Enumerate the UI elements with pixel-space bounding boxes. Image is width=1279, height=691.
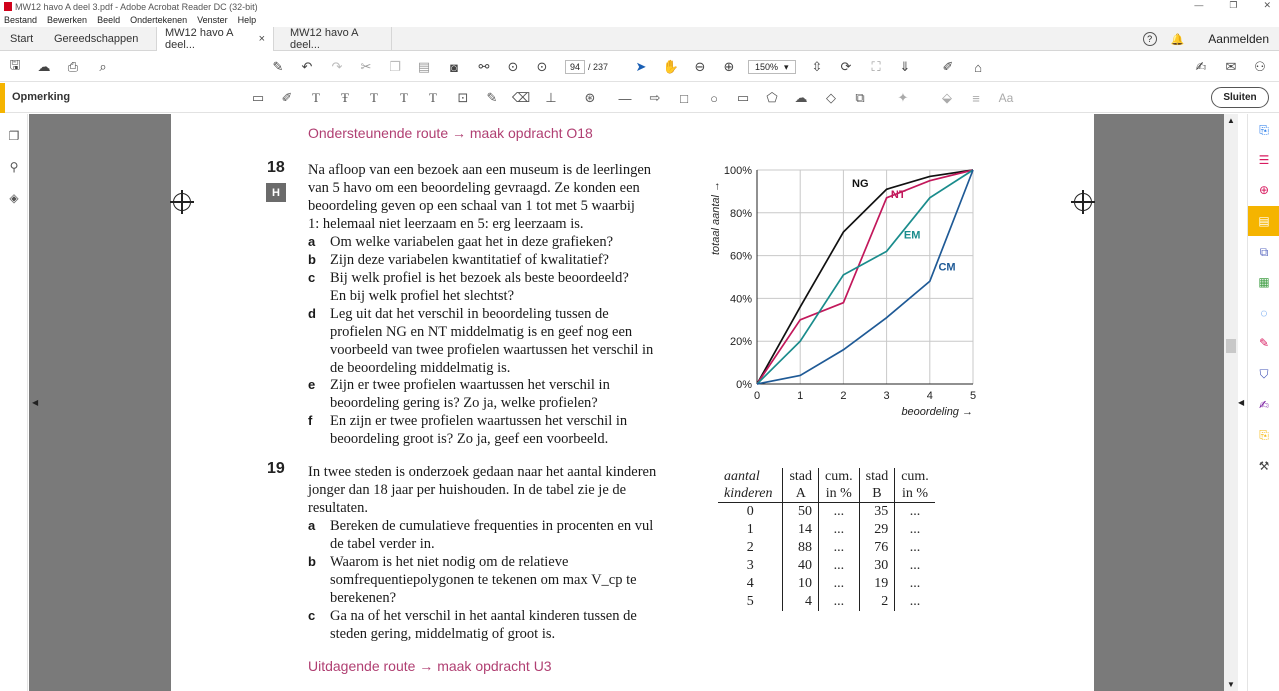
q18-item-f-letter: f: [308, 413, 313, 428]
export-pdf-icon[interactable]: ⎘: [1259, 122, 1269, 137]
x-axis-label: beoordeling →: [901, 406, 973, 418]
tab-start[interactable]: [2, 27, 41, 51]
scroll-down-icon[interactable]: ▼: [1227, 680, 1235, 689]
cell: 19: [859, 575, 895, 593]
highlight-text-icon[interactable]: ✐: [281, 90, 293, 105]
line-width-icon[interactable]: ≡: [972, 90, 980, 106]
minimize-button[interactable]: —: [1194, 0, 1204, 10]
add-text-icon[interactable]: T: [429, 90, 437, 105]
right-panel-toggle-icon[interactable]: ◀: [1238, 398, 1245, 407]
menu-item-beeld[interactable]: Beeld: [97, 15, 121, 25]
table-row: [718, 539, 935, 557]
header-cum-a-1: cum.: [825, 469, 853, 484]
window-title: MW12 havo A deel 3.pdf - Adobe Acrobat Reader DC (32-bit): [15, 1, 258, 12]
q18-item-c-text: Bij welk profiel is het bezoek als beste beoordeeld? En bij welk profiel het slechtst?: [330, 270, 629, 304]
rectangle-icon[interactable]: □: [680, 90, 688, 106]
q18-item-a-text: Om welke variabelen gaat het in deze grafieken?: [330, 234, 614, 250]
cell: ...: [819, 539, 860, 557]
table-row: [718, 593, 935, 611]
document-margin-left: [29, 114, 171, 691]
mail-icon[interactable]: ✉: [1225, 59, 1237, 74]
cell: ...: [895, 575, 935, 593]
header-aantal: aantal: [724, 469, 760, 484]
tab-document-2[interactable]: [282, 27, 392, 51]
arrow-icon[interactable]: ⇨: [649, 90, 661, 105]
header-cum-a-2: in %: [825, 486, 852, 501]
menu-item-bestand[interactable]: Bestand: [4, 15, 38, 25]
close-comment-button[interactable]: Sluiten: [1211, 87, 1269, 108]
right-tools-rail: [1247, 114, 1279, 691]
share-user-icon[interactable]: ⚇: [1254, 59, 1266, 74]
protect-shield-icon[interactable]: ⛉: [1259, 366, 1269, 381]
y-tick-label: 20%: [729, 336, 752, 349]
vertical-scrollbar[interactable]: [1224, 114, 1238, 691]
group-icon[interactable]: ⧉: [855, 90, 865, 105]
series-label-nt: NT: [890, 188, 906, 201]
menu-bar: [0, 13, 256, 27]
q19-item-a-letter: a: [308, 518, 316, 533]
cloud-icon[interactable]: ☁: [794, 90, 808, 105]
font-size-icon[interactable]: Aa: [998, 91, 1014, 105]
upload-cloud-icon[interactable]: ☁: [37, 59, 51, 74]
cell: ...: [895, 539, 935, 557]
combine-files-icon[interactable]: ⧉: [1259, 244, 1269, 259]
series-label-cm: CM: [938, 261, 956, 274]
more-tools-icon[interactable]: ⚒: [1258, 459, 1270, 473]
cell: ...: [819, 503, 860, 521]
cell: 4: [746, 575, 754, 591]
children-table: [718, 468, 935, 611]
fit-page-icon[interactable]: ⇳: [811, 59, 823, 74]
page-number-input[interactable]: 94: [565, 60, 585, 74]
polyline-icon[interactable]: ◇: [826, 90, 836, 105]
cell: 14: [783, 521, 819, 539]
undo-icon[interactable]: ↶: [301, 59, 313, 74]
tab-gereedschappen-label: Gereedschappen: [54, 33, 139, 45]
tab-document-label: MW12 havo A deel...: [165, 27, 233, 51]
pdf-page: [171, 114, 1094, 691]
copy-icon[interactable]: ❐: [389, 59, 401, 74]
compress-icon[interactable]: ◌: [1260, 306, 1268, 320]
layers-icon[interactable]: ◈: [9, 191, 19, 205]
q18-item-e-text: Zijn er twee profielen waartussen het verschil in beoordeling gering is? Zo ja, welke profielen?: [330, 377, 610, 411]
rotate-icon[interactable]: ⟳: [840, 59, 852, 74]
signature-icon[interactable]: ✍: [1258, 398, 1270, 412]
cumulative-chart: [707, 158, 997, 428]
x-tick-label: 5: [969, 390, 977, 402]
zoom-out-icon[interactable]: ⊖: [694, 59, 706, 74]
replace-text-icon[interactable]: T: [370, 90, 378, 105]
series-label-em: EM: [903, 229, 921, 242]
zoom-in-icon[interactable]: ⊕: [723, 59, 735, 74]
y-tick-label: 100%: [723, 165, 752, 177]
table-row: [718, 575, 935, 593]
q18-item-a-letter: a: [308, 234, 316, 249]
scroll-mode-icon[interactable]: ⇓: [899, 59, 911, 74]
search-icon[interactable]: ⌕: [99, 59, 107, 74]
help-icon[interactable]: ?: [1143, 32, 1157, 46]
series-label-ng: NG: [852, 178, 869, 191]
tab-start-label: Start: [10, 33, 34, 45]
q18-item-c-letter: c: [308, 270, 316, 285]
print-icon[interactable]: ⎙: [67, 59, 79, 74]
bell-icon[interactable]: 🔔: [1170, 33, 1185, 46]
y-tick-label: 0%: [736, 379, 752, 391]
header-stad-a: [783, 468, 819, 503]
selection-crosshair-icon[interactable]: [173, 193, 191, 211]
cell: ...: [819, 521, 860, 539]
insert-text-icon[interactable]: T: [400, 90, 408, 105]
line-icon[interactable]: —: [618, 90, 632, 106]
cell: 1: [746, 521, 754, 537]
next-page-icon[interactable]: ⊙: [536, 59, 548, 74]
cell: 30: [859, 557, 895, 575]
sticky-note-icon[interactable]: ▭: [251, 90, 265, 105]
header-stad-a-2: A: [795, 486, 806, 501]
acrobat-logo-icon: [4, 2, 12, 11]
cell: ...: [819, 593, 860, 611]
question-18-number: 18: [267, 159, 285, 176]
create-pdf-icon[interactable]: ⊕: [1258, 183, 1270, 197]
highlight-pen-icon[interactable]: ✐: [942, 59, 954, 74]
y-axis-label: totaal aantal →: [710, 181, 722, 255]
header-cum-b-2: in %: [901, 486, 929, 501]
x-tick-label: 2: [840, 390, 847, 402]
cell: 40: [783, 557, 819, 575]
snapshot-icon[interactable]: ◙: [450, 59, 458, 75]
route-ondersteunend: Ondersteunende route → maak opdracht O18: [308, 125, 593, 141]
cut-icon[interactable]: ✂: [360, 59, 372, 74]
paste-icon[interactable]: ▤: [417, 59, 431, 74]
left-panel-toggle-icon[interactable]: ◀: [32, 398, 39, 407]
window-controls: [1194, 0, 1271, 11]
x-tick-label: 0: [753, 390, 761, 402]
cell: 0: [746, 503, 754, 519]
sign-tag-icon[interactable]: ⌂: [974, 59, 982, 75]
menu-item-venster[interactable]: Venster: [197, 15, 228, 25]
comment-accent-bar: [0, 83, 5, 113]
header-cum-b: [895, 468, 935, 503]
header-stad-b-1: stad: [865, 469, 889, 484]
header-stad-b-2: B: [872, 486, 882, 501]
tab-document-2-label: MW12 havo A deel...: [290, 27, 358, 51]
scroll-up-icon[interactable]: ▲: [1227, 116, 1235, 125]
fill-sign-icon[interactable]: ✎: [1258, 336, 1270, 350]
redo-icon[interactable]: ↷: [331, 59, 343, 74]
header-cum-a: [819, 468, 860, 503]
question-19-number: 19: [267, 460, 285, 477]
q18-item-e-letter: e: [308, 377, 316, 392]
chevron-down-icon: ▾: [784, 61, 789, 72]
window-titlebar: [0, 0, 1279, 13]
fill-color-icon[interactable]: ⬙: [942, 90, 952, 105]
eraser-icon[interactable]: ⌫: [511, 90, 531, 105]
selection-crosshair-icon[interactable]: [1074, 193, 1092, 211]
question-18-intro: Na afloop van een bezoek aan een museum is de leerlingen van 5 havo om een beoordeling gevraagd. Ze konden een beoordeling geven op een schaal van 1 tot met 5 waarbij 1: helemaal niet leerzaam en 5: erg leerzaam is.: [308, 162, 652, 232]
page-total: / 237: [588, 62, 609, 72]
menu-item-bewerken[interactable]: Bewerken: [47, 15, 88, 25]
zoom-value: 150%: [755, 62, 779, 72]
question-18-badge: H: [266, 183, 286, 202]
polygon-icon[interactable]: ⬠: [766, 90, 778, 105]
cell: ...: [895, 557, 935, 575]
cell: 88: [783, 539, 819, 557]
link-sign-icon[interactable]: ✍: [1195, 59, 1207, 74]
attach-file-icon[interactable]: ⊛: [584, 90, 596, 105]
find-binoculars-icon[interactable]: ⚯: [478, 59, 490, 74]
left-rail: [0, 114, 28, 691]
x-tick-label: 3: [883, 390, 890, 402]
cell: ...: [895, 521, 935, 539]
tab-close-icon[interactable]: ×: [258, 33, 265, 45]
x-tick-label: 4: [926, 390, 933, 402]
route-uitdagend: Uitdagende route → maak opdracht U3: [308, 658, 552, 674]
table-row: [718, 557, 935, 575]
cell: ...: [819, 575, 860, 593]
y-tick-label: 80%: [729, 207, 752, 220]
cell: 2: [746, 539, 754, 555]
cell: 10: [783, 575, 819, 593]
q19-item-c-text: Ga na of het verschil in het aantal kinderen tussen de steden gering, middelmatig of groot is.: [330, 608, 637, 642]
pencil-icon[interactable]: ✎: [486, 90, 498, 105]
cell: 35: [859, 503, 895, 521]
signin-link[interactable]: Aanmelden: [1208, 32, 1269, 46]
main-toolbar: [0, 52, 1279, 82]
comment-tool-icon[interactable]: ▤: [1258, 214, 1270, 228]
hand-tool-icon[interactable]: ✋: [662, 59, 680, 74]
text-callout-icon[interactable]: ▭: [736, 90, 750, 105]
save-icon[interactable]: 🖫: [9, 57, 21, 72]
restore-button[interactable]: ❐: [1229, 0, 1238, 10]
menu-item-help[interactable]: Help: [237, 15, 257, 25]
q18-item-d-letter: d: [308, 306, 316, 321]
cell: 29: [859, 521, 895, 539]
y-tick-label: 60%: [729, 250, 752, 263]
cell: ...: [895, 503, 935, 521]
tab-bar: [0, 27, 1279, 51]
q18-item-b-letter: b: [308, 252, 316, 267]
pin-icon[interactable]: ✦: [897, 90, 909, 105]
strikethrough-text-icon[interactable]: Ŧ: [341, 90, 349, 105]
menu-item-ondertekenen[interactable]: Ondertekenen: [130, 15, 188, 25]
table-header-row: [718, 468, 935, 503]
header-stad-b: [859, 468, 895, 503]
y-tick-label: 40%: [729, 293, 752, 306]
series-line-em: [757, 170, 973, 384]
zoom-select[interactable]: [748, 60, 796, 74]
text-box-icon[interactable]: ⊡: [457, 90, 469, 105]
q19-item-a-text: Bereken de cumulatieve frequenties in procenten en vul de tabel verder in.: [330, 518, 654, 552]
header-cum-b-1: cum.: [901, 469, 929, 484]
document-margin-right: [1094, 114, 1224, 691]
close-window-button[interactable]: ✕: [1263, 0, 1271, 10]
underline-text-icon[interactable]: T: [312, 90, 320, 105]
comment-toolbar: [0, 83, 1279, 113]
attachments-icon[interactable]: ⚲: [9, 160, 19, 174]
fullscreen-icon[interactable]: ⛶: [871, 59, 881, 74]
prev-page-icon[interactable]: ⊙: [507, 59, 519, 74]
q18-item-d-text: Leg uit dat het verschil in beoordeling tussen de profielen NG en NT middelmatig is en geef nog een voorbeeld van twee profielen waartussen het verschil in de beoordeling middelmatig is.: [330, 306, 654, 376]
scrollbar-thumb[interactable]: [1226, 339, 1236, 353]
q19-item-b-text: Waarom is het niet nodig om de relatieve somfrequentiepolygonen te tekenen om max V_cp te berekenen?: [330, 554, 637, 606]
cell: 3: [746, 557, 754, 573]
table-row: [718, 521, 935, 539]
cell: ...: [895, 593, 935, 611]
tab-gereedschappen[interactable]: [46, 27, 146, 51]
x-tick-label: 1: [797, 390, 804, 402]
q18-item-b-text: Zijn deze variabelen kwantitatief of kwalitatief?: [330, 252, 609, 268]
stamp-icon[interactable]: ⊥: [545, 90, 557, 105]
ellipse-icon[interactable]: ○: [710, 90, 718, 106]
question-19-intro: In twee steden is onderzoek gedaan naar het aantal kinderen jonger dan 18 jaar per huishouden. In de tabel zie je de resultaten.: [308, 464, 657, 516]
cell: 2: [859, 593, 895, 611]
cell: 4: [783, 593, 819, 611]
export-excel-icon[interactable]: ▦: [1258, 275, 1270, 289]
cell: 50: [783, 503, 819, 521]
organize-pages-icon[interactable]: ☰: [1258, 153, 1270, 167]
cell: 5: [746, 593, 754, 609]
send-review-icon[interactable]: ⎘: [1259, 427, 1269, 442]
tab-document-active[interactable]: [156, 27, 274, 51]
cell: 76: [859, 539, 895, 557]
cell: ...: [819, 557, 860, 575]
q19-item-c-letter: c: [308, 608, 316, 623]
q18-item-f-text: En zijn er twee profielen waartussen het verschil in beoordeling groot is? Zo ja, geef een voorbeeld.: [330, 413, 628, 447]
header-right: [1143, 27, 1269, 51]
select-cursor-icon[interactable]: ➤: [635, 59, 647, 74]
pages-icon[interactable]: ❐: [8, 129, 20, 143]
header-kinderen: kinderen: [724, 486, 773, 501]
header-aantal-kinderen: [718, 468, 783, 503]
header-stad-a-1: stad: [789, 469, 813, 484]
edit-pdf-icon[interactable]: ✎: [272, 59, 284, 74]
comment-mode-label: Opmerking: [12, 91, 71, 103]
q19-item-b-letter: b: [308, 554, 316, 569]
table-row: [718, 503, 935, 521]
